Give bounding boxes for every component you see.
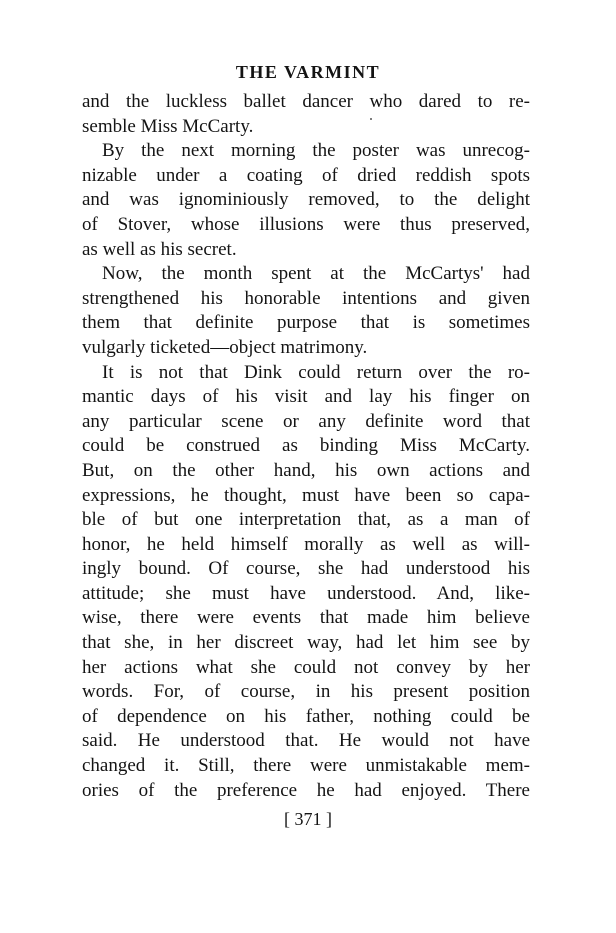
text-line: and was ignominiously removed, to the delight: [82, 189, 530, 211]
text-line: attitude; she must have understood. And, like-: [82, 582, 530, 604]
paragraph-4: [82, 361, 530, 804]
text-line: could be construed as binding Miss McCarty.: [82, 435, 530, 457]
text-line: any particular scene or any definite word that: [82, 410, 530, 432]
text-line: of Stover, whose illusions were thus preserved,: [82, 213, 530, 235]
text-line: ingly bound. Of course, she had understood his: [82, 558, 530, 580]
text-line: of dependence on his father, nothing could be: [82, 705, 530, 727]
text-line: as well as his secret.: [82, 238, 237, 260]
text-line: But, on the other hand, his own actions and: [82, 459, 530, 481]
paragraph-1: [82, 90, 530, 139]
text-line: them that definite purpose that is sometimes: [82, 312, 530, 334]
text-line: and the luckless ballet dancer who dared to re-: [82, 91, 530, 112]
text-line: It is not that Dink could return over the ro-: [102, 361, 530, 383]
paragraph-3: [82, 262, 530, 360]
running-head: THE VARMINT: [235, 62, 381, 82]
text-line: Now, the month spent at the McCartys' had: [102, 263, 530, 285]
page-number: [ 371 ]: [284, 809, 332, 829]
text-line: nizable under a coating of dried reddish spots: [82, 164, 530, 186]
text-line: words. For, of course, in his present position: [82, 681, 530, 703]
text-line: wise, there were events that made him believe: [82, 607, 530, 629]
body-text: [82, 90, 530, 803]
text-line: said. He understood that. He would not have: [82, 730, 530, 752]
text-line: changed it. Still, there were unmistakable mem-: [82, 755, 530, 777]
text-line: vulgarly ticketed—object matrimony.: [82, 336, 368, 358]
text-line: semble Miss McCarty.: [82, 115, 254, 137]
text-line: ble of but one interpretation that, as a man of: [82, 509, 530, 531]
text-line: expressions, he thought, must have been so capa-: [82, 484, 530, 506]
text-line: By the next morning the poster was unrecog-: [102, 140, 530, 162]
text-line: her actions what she could not convey by her: [82, 656, 530, 678]
paragraph-2: [82, 139, 530, 262]
text-line: honor, he held himself morally as well as will-: [82, 533, 530, 555]
text-line: strengthened his honorable intentions and given: [82, 287, 530, 309]
text-line: that she, in her discreet way, had let him see by: [82, 632, 530, 654]
text-line: mantic days of his visit and lay his finger on: [82, 386, 530, 408]
text-line: ories of the preference he had enjoyed. There: [82, 779, 530, 801]
